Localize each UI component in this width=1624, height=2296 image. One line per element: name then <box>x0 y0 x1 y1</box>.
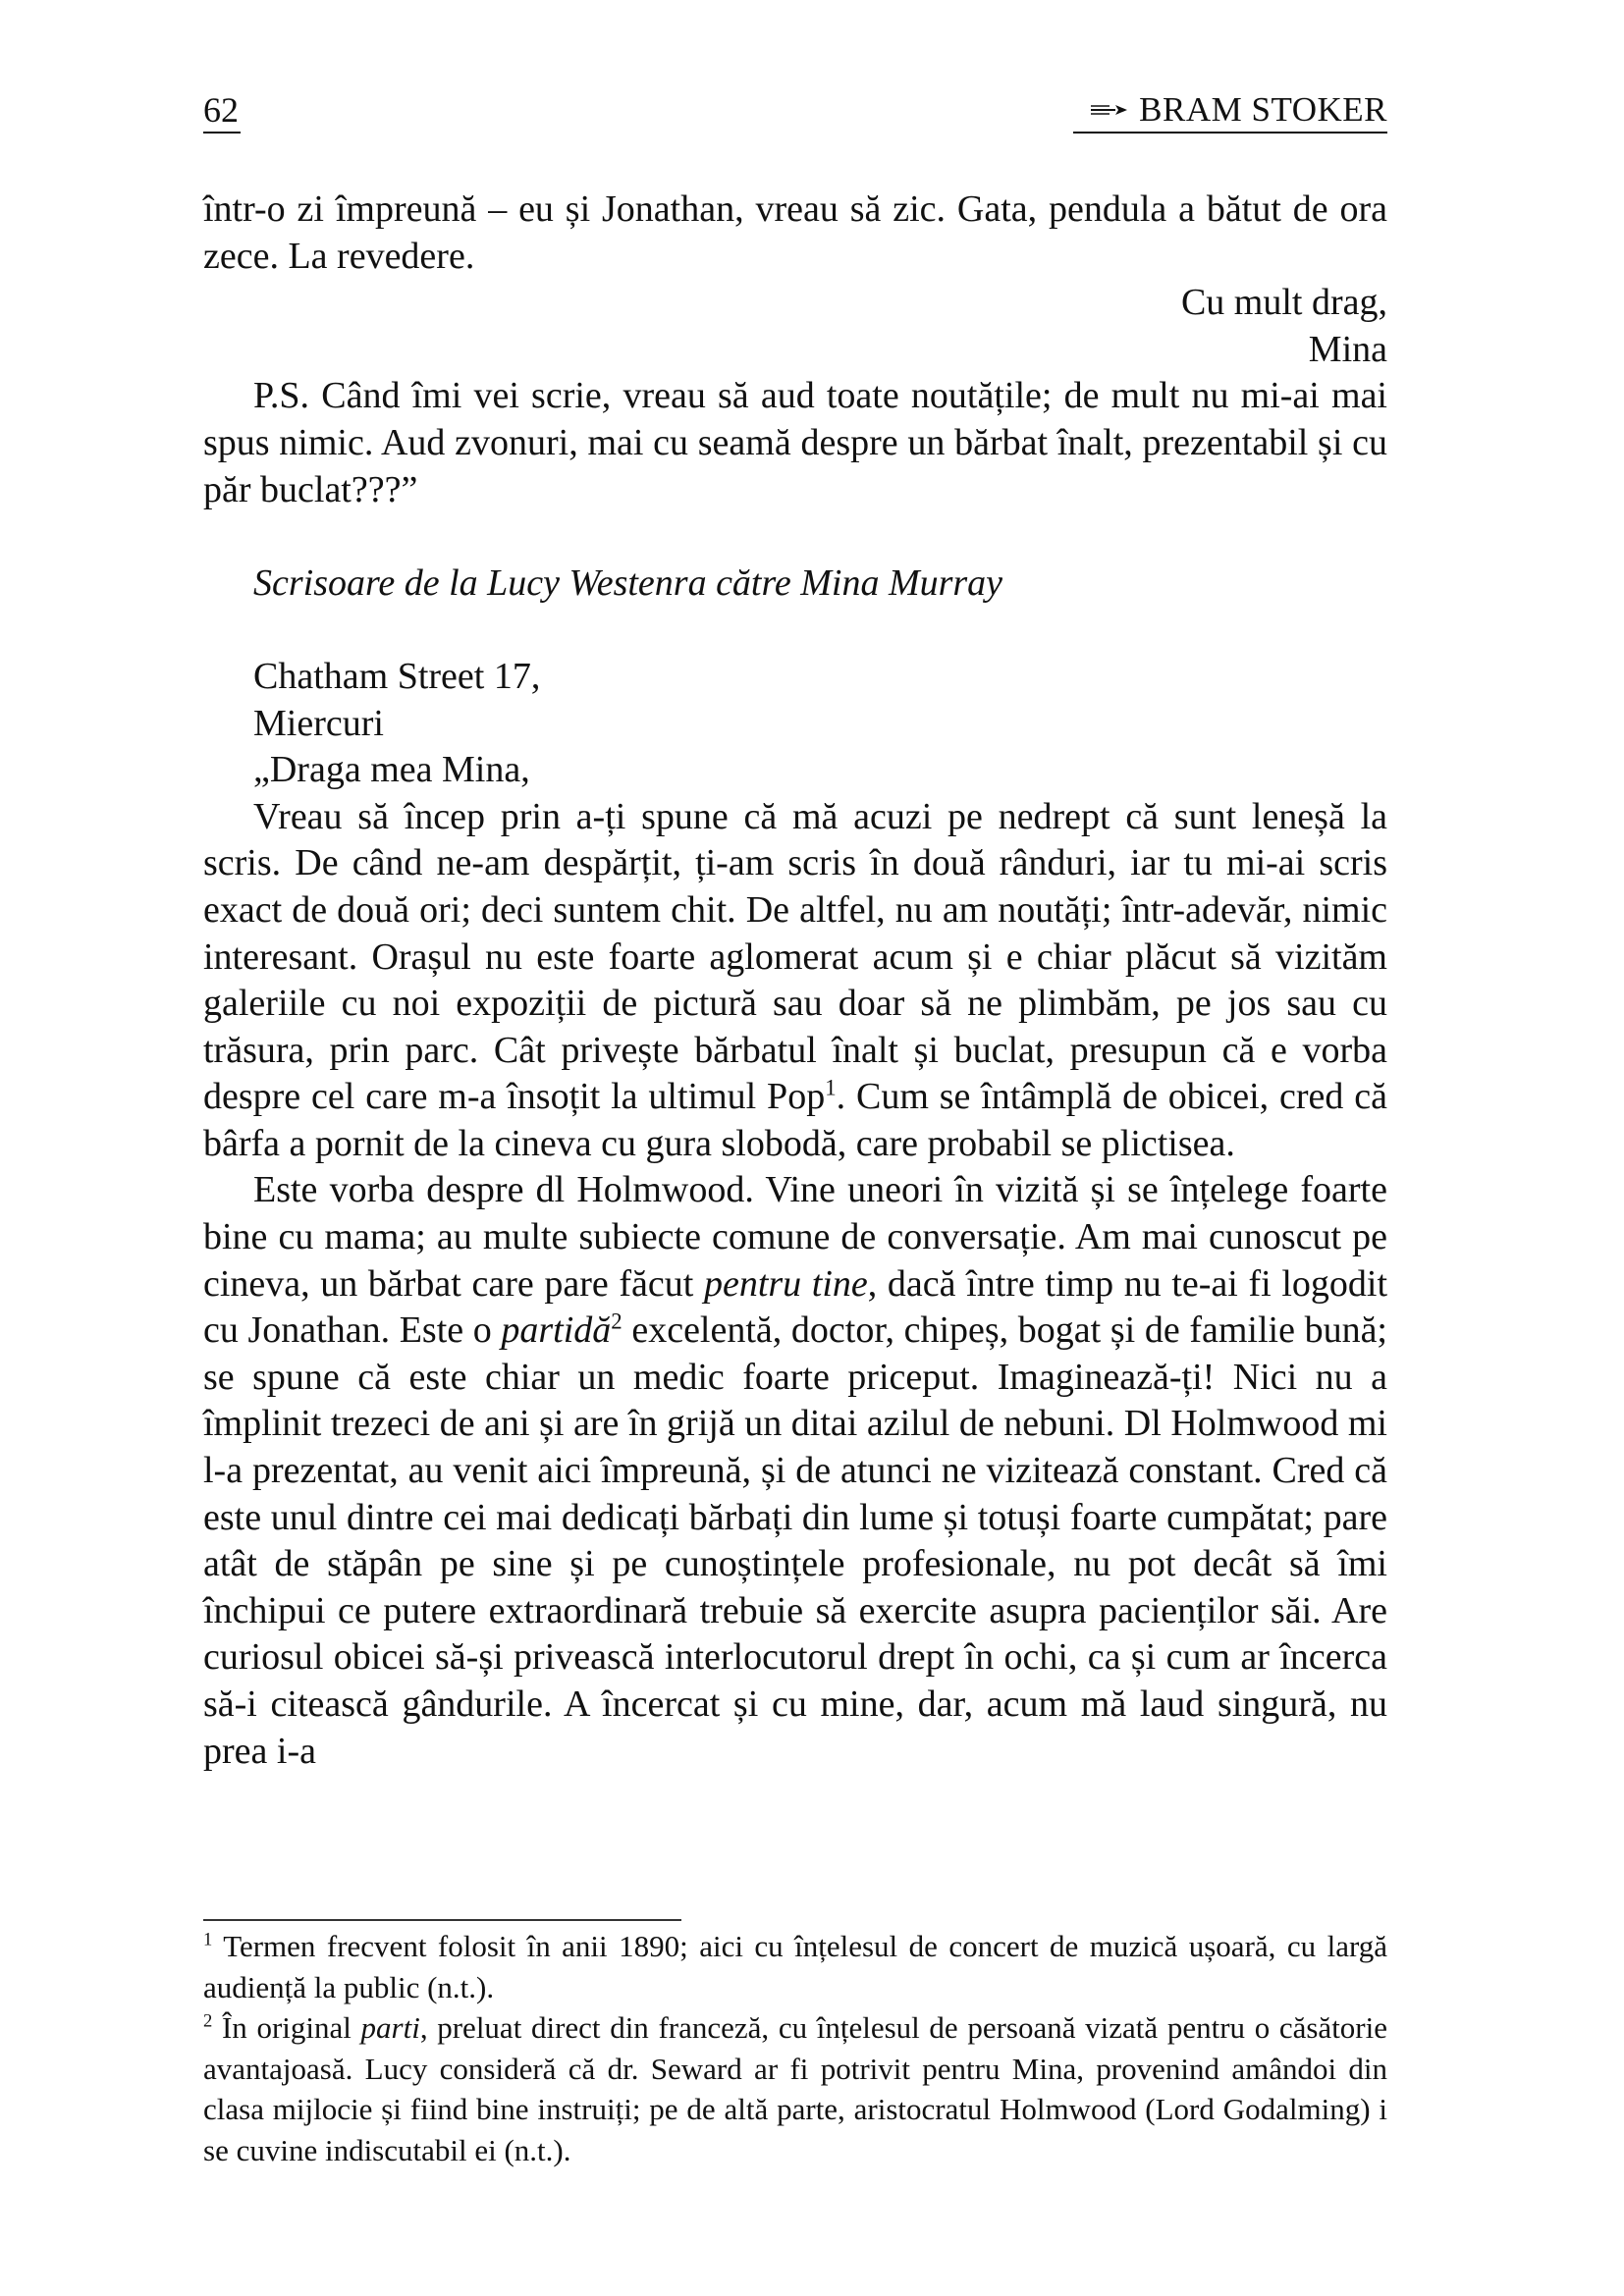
signature: Mina <box>1308 328 1387 370</box>
letter-address: Chatham Street 17, <box>253 655 541 697</box>
footnote-2: $^2$ În original parti, preluat direct din franceză, cu înțelesul de persoană vizată pentru o căsătorie avantajoasă. Lucy consideră că dr. Seward ar fi potrivit pentru Mina, provenind amândoi din clasa mijlocie și fiind bine instruiți; pe de altă parte, aristocratul Holmwood (Lord Godalming) i se cuvine indiscutabil ei (n.t.). <box>203 2010 1387 2167</box>
paragraph-letter-end: într-o zi împreună – eu și Jonathan, vreau să zic. Gata, pendula a bătut de ora zece. La revedere. <box>203 188 1387 277</box>
paragraph: Vreau să încep prin a-ți spune că mă acuzi pe nedrept că sunt leneșă la scris. De când ne-am despărțit, ți-am scris în două rânduri, iar tu mi-ai scris exact de două ori; deci suntem chit. De altfel, nu am noutăți; într-adevăr, nimic interesant. Orașul nu este foarte aglomerat acum și e chiar plăcut să vizităm galeriile cu noi expoziții de pictură sau doar să ne plimbăm, pe jos sau cu trăsura, prin parc. Cât privește bărbatul înalt și buclat, presupun că e vorba despre cel care m-a însoțit la ultimul Pop$^1$. Cum se întâmplă de obicei, cred că bârfa a pornit de la cineva cu gura slobodă, care probabil se plictisea. <box>203 795 1387 1164</box>
page-header <box>203 90 1387 139</box>
footnotes <box>203 1926 1387 2170</box>
ornament-dagger-icon <box>1090 102 1129 118</box>
paragraph: Este vorba despre dl Holmwood. Vine uneori în vizită și se înțelege foarte bine cu mama; au multe subiecte comune de conversație. Am mai cunoscut pe cineva, un bărbat care pare făcut pentru tine, dacă între timp nu te-ai fi logodit cu Jonathan. Este o partidă$^2$ excelentă, doctor, chipeș, bogat și de familie bună; se spune că este chiar un medic foarte priceput. Imaginează-ți! Nici nu a împlinit trezeci de ani și are în grijă un ditai azilul de nebuni. Dl Holmwood mi l-a prezentat, au venit aici împreună, și de atunci ne vizitează constant. Cred că este unul dintre cei mai dedicați bărbați din lume și totuși foarte cumpătat; pare atât de stăpân pe sine și pe cunoștințele profesionale, nu pot decât să îmi închipui ce putere extraordinară trebuie să exercite asupra pacienților săi. Are curiosul obicei să-și privească interlocutorul drept în ochi, ca și cum ar încerca să-i citească gândurile. A încercat și cu mine, dar, acum mă laud singură, nu prea i-a <box>203 1169 1387 1772</box>
letter-day: Miercuri <box>253 702 384 744</box>
running-head <box>1090 90 1387 130</box>
emphasis: partidă <box>501 1309 612 1352</box>
main-text <box>203 187 1387 1775</box>
emphasis: pentru tine <box>703 1262 868 1305</box>
footnote-ref: 1 <box>825 1075 837 1100</box>
letter-heading: Scrisoare de la Lucy Westenra către Mina Murray <box>253 561 1003 604</box>
postscript: P.S. Când îmi vei scrie, vreau să aud toate noutățile; de mult nu mi-ai mai spus nimic. Aud zvonuri, mai cu seamă despre un bărbat înalt, prezentabil și cu păr buclat???” <box>203 375 1387 510</box>
running-head-underline <box>1073 132 1387 133</box>
running-head-title: BRAM STOKER <box>1139 90 1387 129</box>
footnote-ref: 2 <box>611 1308 623 1334</box>
page-number-underline <box>203 132 241 133</box>
footnote-separator <box>203 1919 681 1921</box>
footnote-1: $^1$ Termen frecvent folosit în anii 1890; aici cu înțelesul de concert de muzică ușoară, cu largă audiență la public (n.t.). <box>203 1929 1387 2004</box>
closing-line: Cu mult drag, <box>1180 282 1387 324</box>
page-number: 62 <box>203 90 239 130</box>
letter-salutation: „Draga mea Mina, <box>253 749 530 791</box>
